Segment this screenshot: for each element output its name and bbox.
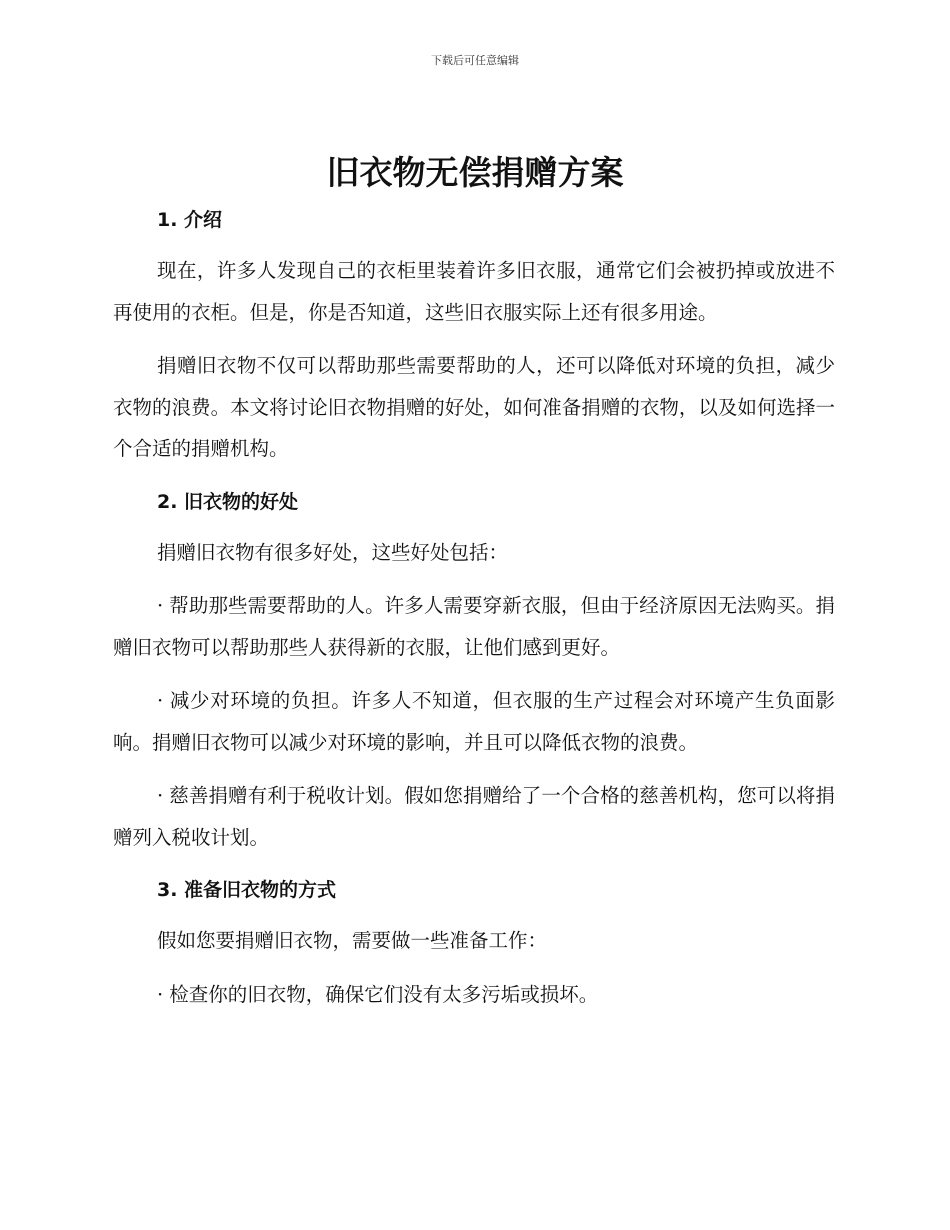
section-heading-introduction: 1. 介绍 bbox=[157, 209, 223, 231]
bullet-item bbox=[113, 974, 835, 1016]
document-title: 旧衣物无偿捐赠方案 bbox=[326, 153, 624, 192]
bullet-text: 帮助那些需要帮助的人。许多人需要穿新衣服，但由于经济原因无法购买。捐赠旧衣物可以帮助那些人获得新的衣服，让他们感到更好。 bbox=[113, 594, 835, 659]
page-header: 下载后可任意编辑 bbox=[431, 54, 519, 67]
bullet-item bbox=[113, 775, 835, 858]
bullet-text: 减少对环境的负担。许多人不知道，但衣服的生产过程会对环境产生负面影响。捐赠旧衣物可以减少对环境的影响，并且可以降低衣物的浪费。 bbox=[113, 689, 835, 754]
paragraph: 捐赠旧衣物不仅可以帮助那些需要帮助的人，还可以降低对环境的负担，减少衣物的浪费。本文将讨论旧衣物捐赠的好处，如何准备捐赠的衣物，以及如何选择一个合适的捐赠机构。 bbox=[113, 354, 835, 460]
paragraph: 捐赠旧衣物有很多好处，这些好处包括： bbox=[157, 540, 509, 564]
bullet-dot: · bbox=[157, 784, 164, 807]
section-heading-benefits: 2. 旧衣物的好处 bbox=[157, 490, 299, 513]
bullet-dot: · bbox=[157, 689, 164, 712]
bullet-item bbox=[113, 585, 835, 668]
bullet-text: 慈善捐赠有利于税收计划。假如您捐赠给了一个合格的慈善机构，您可以将捐赠列入税收计划。 bbox=[113, 784, 835, 849]
bullet-dot: · bbox=[157, 594, 164, 617]
bullet-dot: · bbox=[157, 982, 164, 1006]
section-heading-preparation: 3. 准备旧衣物的方式 bbox=[157, 879, 337, 901]
paragraph: 假如您要捐赠旧衣物，需要做一些准备工作： bbox=[157, 929, 548, 952]
document-body bbox=[113, 200, 835, 1027]
paragraph: 现在，许多人发现自己的衣柜里装着许多旧衣服，通常它们会被扔掉或放进不再使用的衣柜。但是，你是否知道，这些旧衣服实际上还有很多用途。 bbox=[113, 259, 835, 324]
bullet-text: 检查你的旧衣物，确保它们没有太多污垢或损坏。 bbox=[169, 982, 599, 1006]
bullet-item bbox=[113, 680, 835, 763]
